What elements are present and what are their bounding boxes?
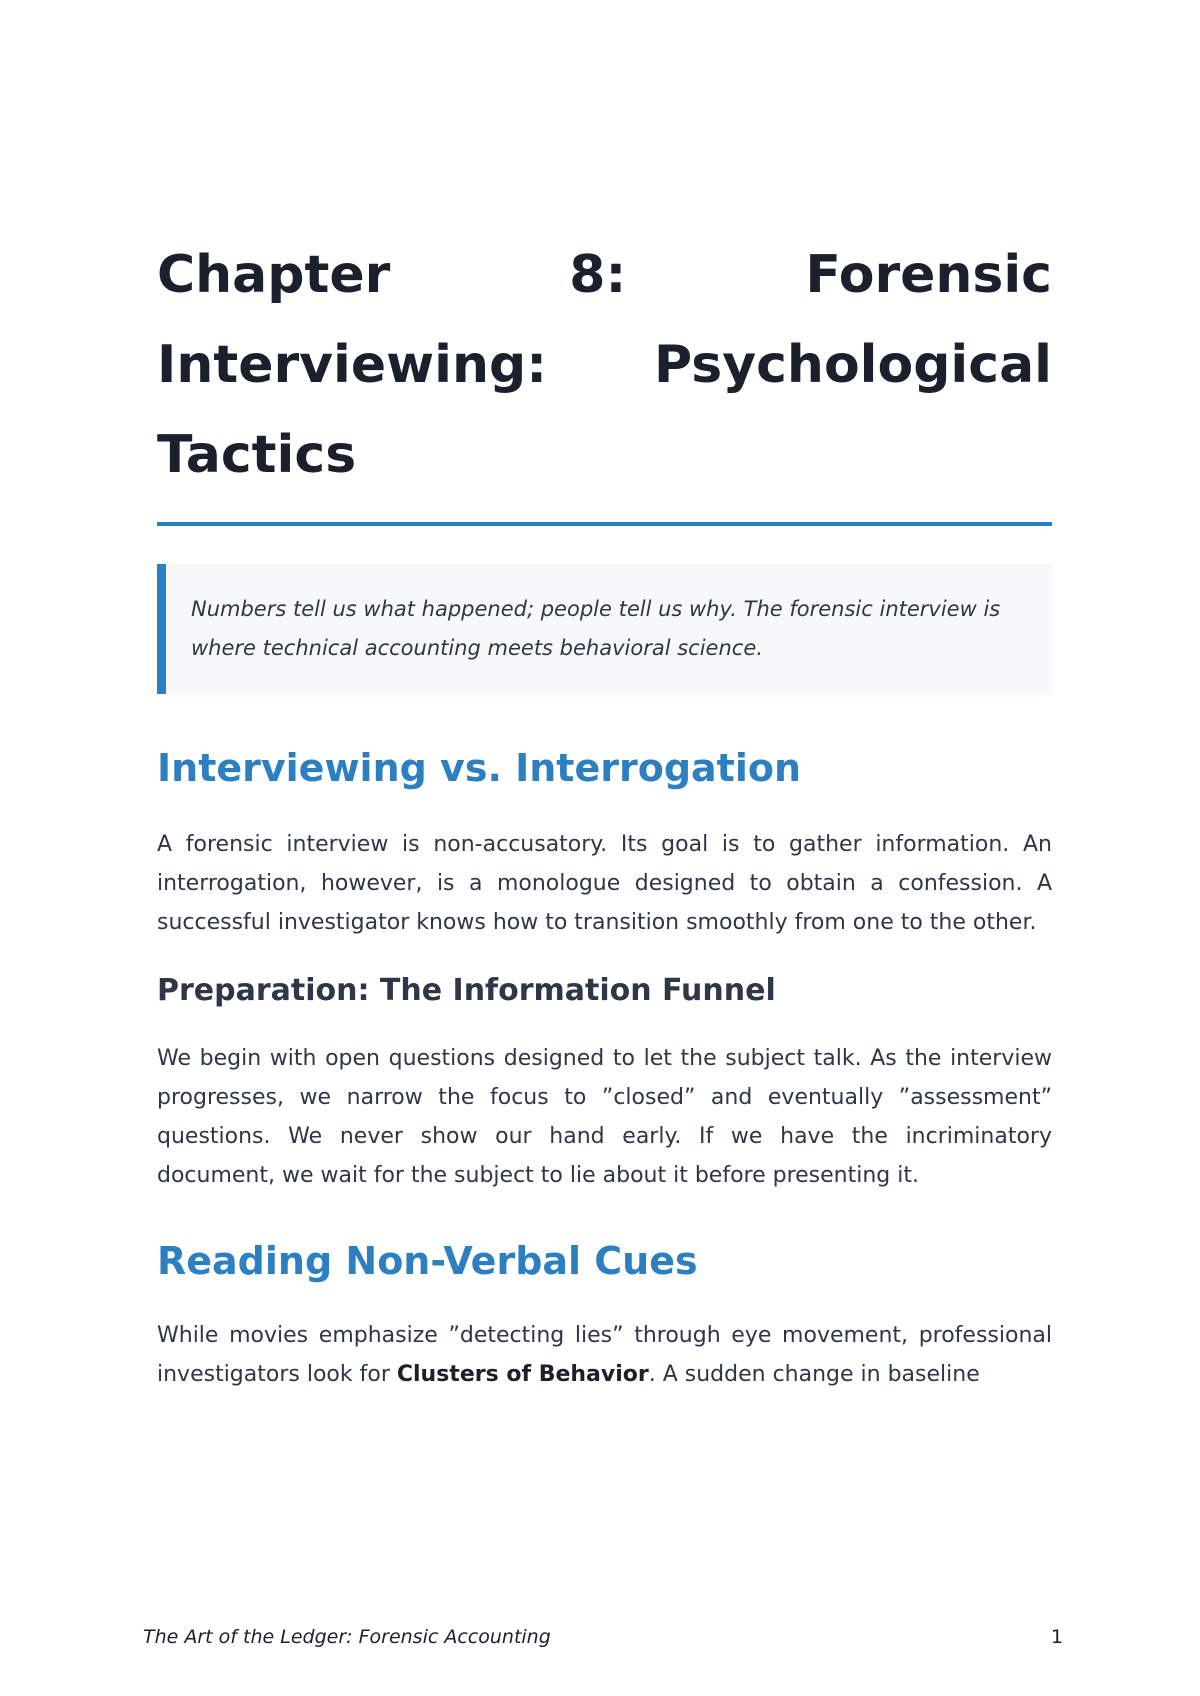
subsection-heading-information-funnel: Preparation: The Information Funnel	[157, 973, 776, 1008]
page-number: 1	[1050, 1626, 1063, 1648]
bold-term-clusters-of-behavior: Clusters of Behavior	[396, 1362, 649, 1387]
document-page	[157, 230, 1052, 1394]
epigraph-text: Numbers tell us what happened; people tell us why. The forensic interview is where technical accounting meets behavioral science.	[191, 597, 1001, 660]
chapter-title: Chapter 8: Forensic Interviewing: Psychological Tactics	[157, 245, 1052, 485]
paragraph-text: . A sudden change in baseline	[648, 1362, 980, 1387]
section-heading-interviewing-vs-interrogation: Interviewing vs. Interrogation	[157, 746, 802, 790]
running-head: The Art of the Ledger: Forensic Accounting	[143, 1626, 551, 1648]
paragraph-interviewing-vs-interrogation: A forensic interview is non-accusatory. Its goal is to gather information. An interrogation, however, is a monologue designed to obtain a confession. A successful investigator knows how to transition smoothly from one to the other.	[157, 832, 1052, 935]
title-divider	[157, 522, 1052, 526]
section-heading-non-verbal-cues: Reading Non-Verbal Cues	[157, 1239, 698, 1283]
paragraph-non-verbal-cues	[157, 1316, 1052, 1394]
epigraph-callout	[157, 564, 1052, 694]
paragraph-text: While movies emphasize ”detecting lies” through eye movement, professional investigators look for	[157, 1323, 1052, 1387]
paragraph-information-funnel: We begin with open questions designed to let the subject talk. As the interview progresses, we narrow the focus to ”closed” and eventually ”assessment” questions. We never show our hand early. If we have the incriminatory document, we wait for the subject to lie about it before presenting it.	[157, 1046, 1052, 1188]
